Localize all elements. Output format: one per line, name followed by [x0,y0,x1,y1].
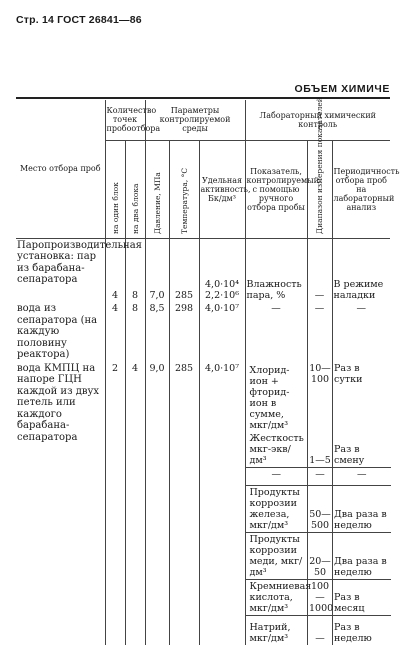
range-cell: 100—1000 [308,579,333,615]
lab-row [246,532,391,579]
indicator-cell: Натрий, мкг/дм³ [246,615,308,645]
range-cell: 20—50 [308,532,333,579]
temperature-cell: 285 [169,362,199,645]
header-points: Количество точек пробоотбора [105,100,145,140]
activity-cell: 4,0·10⁷ [199,302,245,362]
pressure-cell: 8,5 [145,302,169,362]
range-cell: — [308,615,333,645]
range-cell: — [308,467,333,485]
header-two-blocks: на два блока [125,140,145,238]
points-two: 8 [125,302,145,362]
table-row [16,302,390,362]
temperature-cell: 285 [169,238,199,302]
header-activity: Удельная активность, Бк/дм³ [199,140,245,238]
header-range: Диапазон измерения показателей [307,140,332,238]
page-header: Стр. 14 ГОСТ 26841—86 [16,14,142,26]
frequency-cell: Два раза в неделю [333,485,391,532]
header-pressure: Давление, МПа [145,140,169,238]
header-indicator: Показатель, контролируемый с помощью ручного отбора пробы [245,140,307,238]
points-two: 8 [125,238,145,302]
header-place: Место отбора проб [16,100,105,238]
place-cell: вода КМПЦ на напоре ГЦН каждой из двух петель или каждого барабана-сепаратора [16,362,105,645]
chemical-control-table [16,100,390,645]
points-two: 4 [125,362,145,645]
header-temperature: Температура, °С [169,140,199,238]
frequency-cell: — [333,467,391,485]
pressure-cell: 9,0 [145,362,169,645]
frequency-cell: — [332,302,390,362]
table-row [16,238,390,302]
lab-row [246,485,391,532]
lab-row [246,615,391,645]
frequency-cell: Раз в смену [333,432,391,468]
range-cell: — [307,238,332,302]
place-cell: Паропроизводительная установка: пар из барабана-сепаратора [16,238,105,302]
range-cell: 1—5 [308,432,333,468]
lab-row [246,467,391,485]
lab-row [246,362,391,432]
place-cell: вода из сепаратора (на каждую половину реактора) [16,302,105,362]
points-one: 2 [105,362,125,645]
range-cell: 50—500 [308,485,333,532]
frequency-cell: Два раза в неделю [333,532,391,579]
lab-subtable [246,362,391,645]
frequency-cell: Раз в сутки [333,362,391,432]
lab-subtable-cell [245,362,390,645]
indicator-cell: Продукты коррозии железа, мкг/дм³ [246,485,308,532]
frequency-cell: В режиме наладки [332,238,390,302]
lab-row [246,432,391,468]
activity-cell: 4,0·10⁷ [199,362,245,645]
indicator-cell: — [245,302,307,362]
header-frequency: Периодичность отбора проб на лабораторный анализ [332,140,390,238]
indicator-cell: Продукты коррозии меди, мкг/дм³ [246,532,308,579]
top-rule [16,97,390,99]
indicator-cell: Кремниевая кислота, мкг/дм³ [246,579,308,615]
indicator-cell: Влажность пара, % [245,238,307,302]
indicator-cell: — [246,467,308,485]
range-cell: — [307,302,332,362]
lab-row [246,579,391,615]
indicator-cell: Жесткость мкг-экв/дм³ [246,432,308,468]
header-params: Параметры контролируемой среды [145,100,245,140]
frequency-cell: Раз в месяц [333,579,391,615]
frequency-cell: Раз в неделю [333,615,391,645]
activity-cell: 4,0·10⁴ 2,2·10⁶ [199,238,245,302]
points-one: 4 [105,238,125,302]
pressure-cell: 7,0 [145,238,169,302]
header-one-block: на один блок [105,140,125,238]
temperature-cell: 298 [169,302,199,362]
indicator-cell: Хлорид-ион + фторид-ион в сумме, мкг/дм³ [246,362,308,432]
header-lab: Лабораторный химический контроль [245,100,390,140]
range-cell: 10—100 [308,362,333,432]
table-row [16,362,390,645]
section-title: ОБЪЕМ ХИМИЧЕ [294,83,390,95]
points-one: 4 [105,302,125,362]
